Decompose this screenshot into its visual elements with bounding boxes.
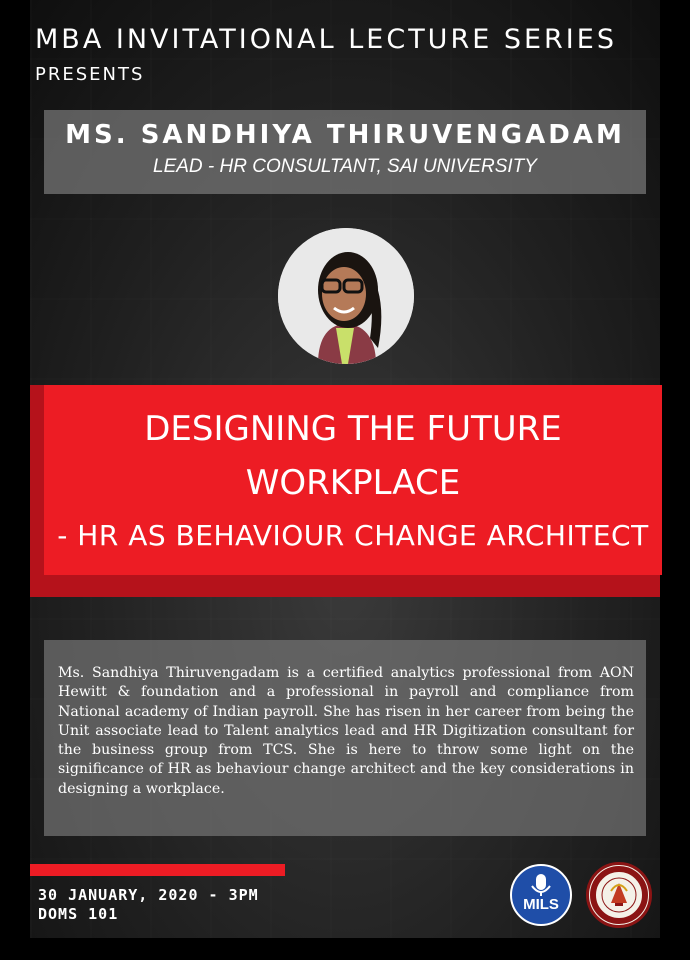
talk-title-line2: WORKPLACE — [245, 463, 461, 503]
speaker-portrait-icon — [278, 228, 414, 364]
frame-right — [660, 0, 690, 960]
bio-panel — [44, 640, 646, 836]
frame-left — [0, 0, 30, 960]
speaker-bio: Ms. Sandhiya Thiruvengadam is a certified analytics professional from AON Hewitt & foundation and a professional in payroll and compliance from National academy of Indian payroll. She has risen in her career from being the Unit associate lead to Talent analytics lead and HR Digitization consultant for the business group from TCS. She is here to throw some light on the significance of HR as behaviour change architect and the key considerations in designing a workplace. — [58, 665, 634, 797]
speaker-photo — [278, 228, 414, 364]
speaker-name: MS. SANDHIYA THIRUVENGADAM — [65, 120, 625, 150]
mils-logo-text: MILS — [523, 896, 559, 913]
institute-seal-icon — [589, 865, 649, 925]
presents-label: PRESENTS — [35, 64, 145, 85]
talk-title-panel — [44, 385, 662, 575]
speaker-role: LEAD - HR CONSULTANT, SAI UNIVERSITY — [153, 156, 537, 177]
series-heading: MBA INVITATIONAL LECTURE SERIES — [35, 24, 617, 55]
mils-logo — [510, 864, 572, 926]
talk-title-line1: DESIGNING THE FUTURE — [144, 409, 562, 449]
frame-bottom — [0, 938, 690, 960]
iit-madras-seal — [586, 862, 652, 928]
event-date: 30 JANUARY, 2020 - 3PM — [38, 886, 259, 904]
accent-bar — [30, 864, 285, 876]
event-venue: DOMS 101 — [38, 905, 119, 923]
speaker-name-panel — [44, 110, 646, 194]
microphone-icon — [512, 866, 570, 924]
talk-subtitle: - HR AS BEHAVIOUR CHANGE ARCHITECT — [57, 519, 649, 552]
